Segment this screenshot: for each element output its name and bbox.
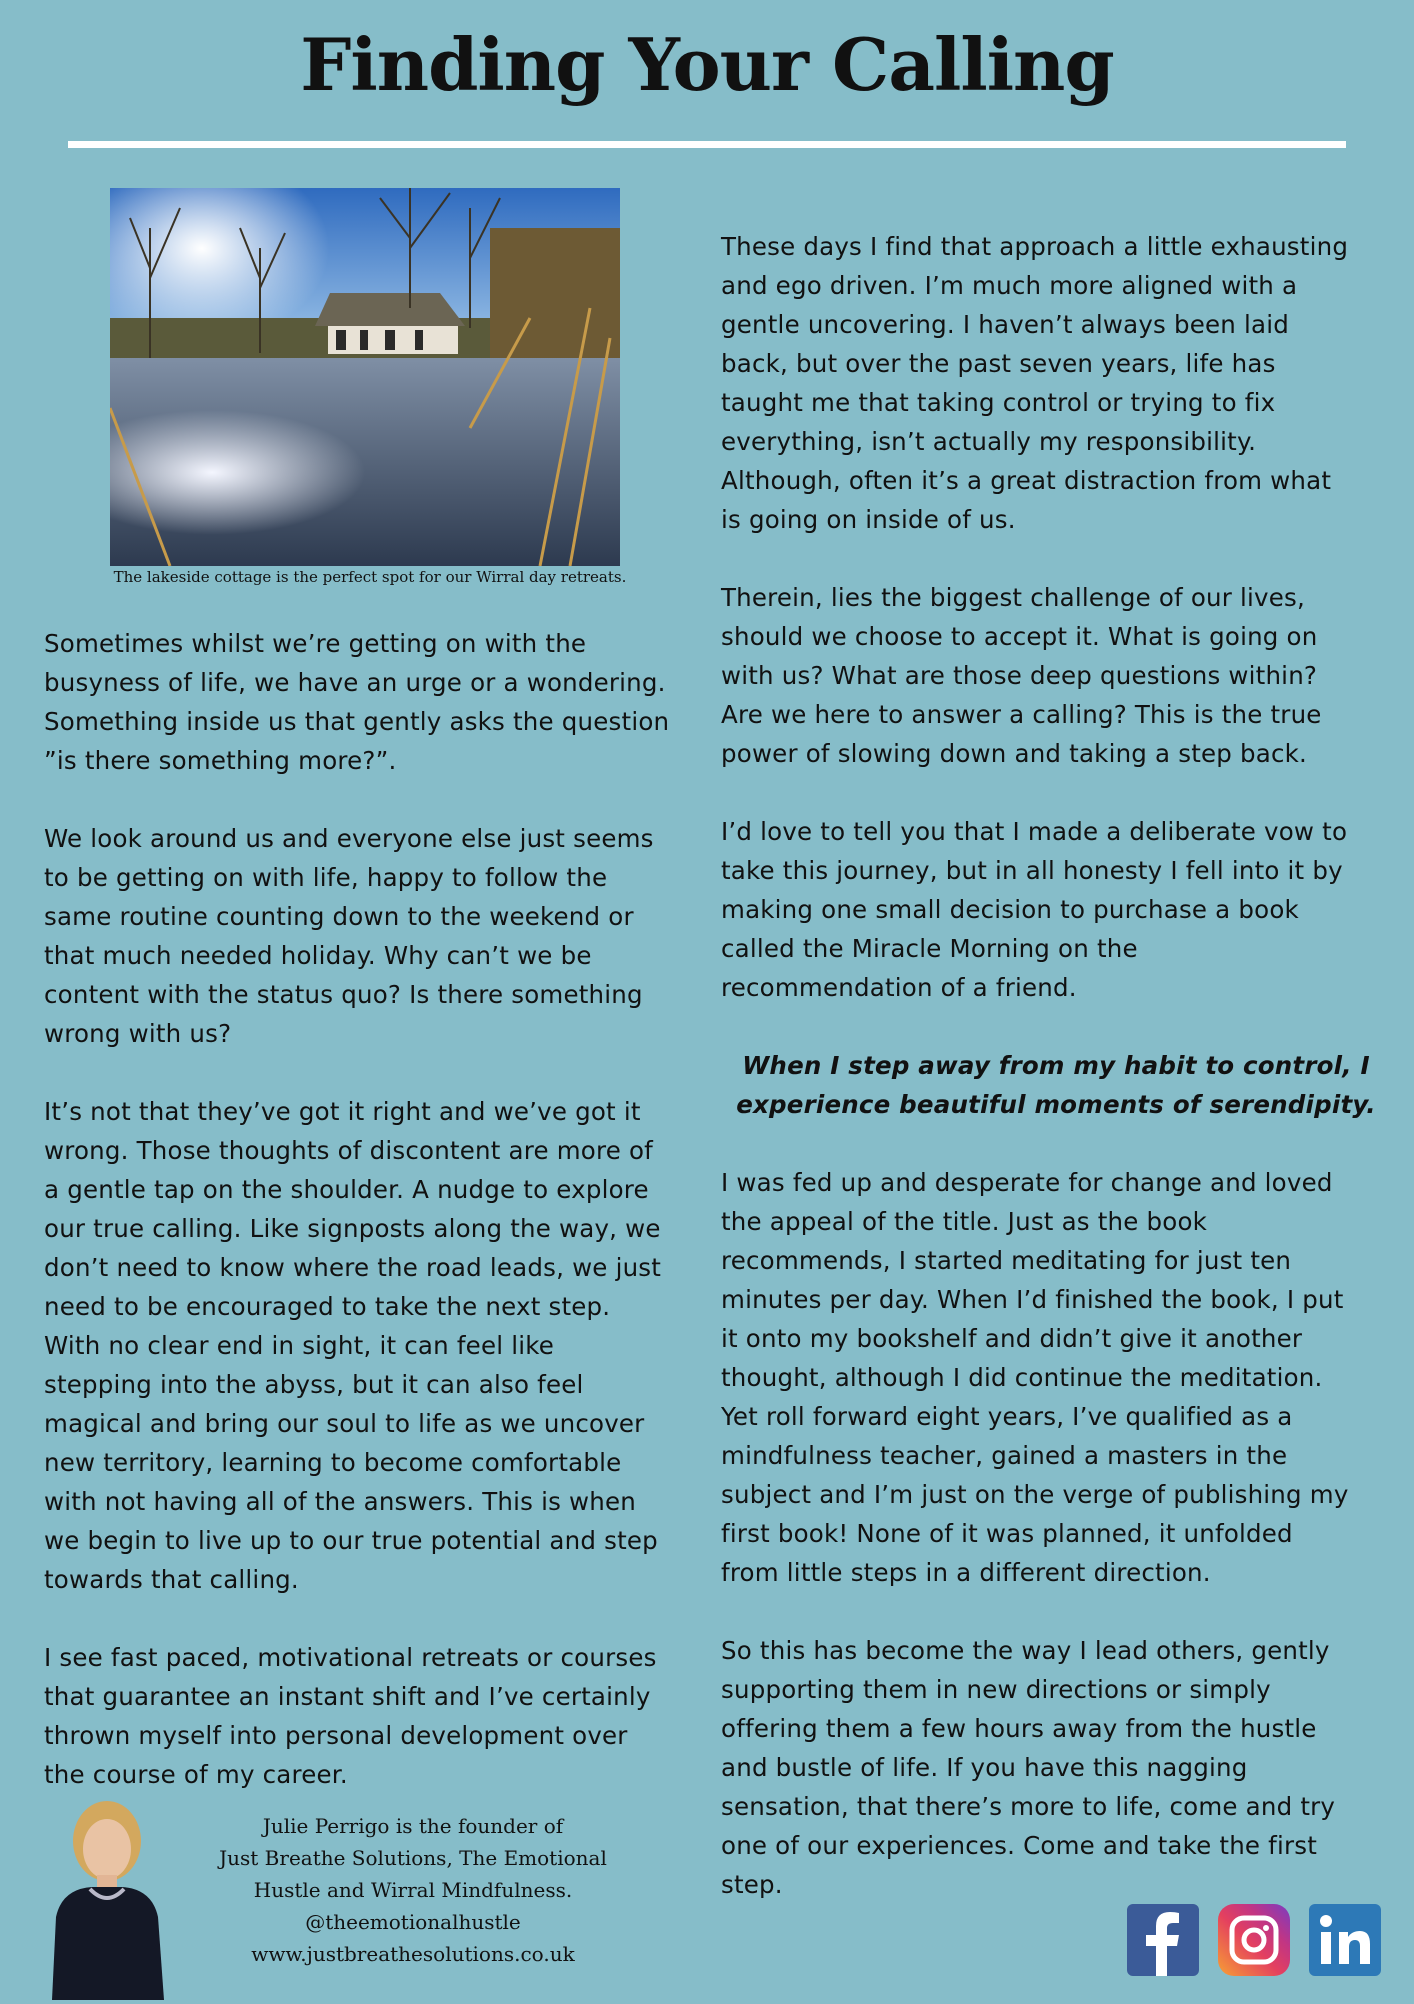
page-title: Finding Your Calling	[300, 22, 1114, 107]
paragraph: It’s not that they’ve got it right and we’ve got it wrong. Those thoughts of discontent are more of a gentle tap on the shoulder. A nudge to explore our true calling. Like signposts along the way, we don’t need to know where the road leads, we just need to be encouraged to take the next step. With no clear end in sight, it can feel like stepping into the abyss, but it can also feel magical and bring our soul to life as we uncover new territory, learning to become comfortable with not having all of the answers. This is when we begin to live up to our true potential and step towards that calling.	[44, 1097, 662, 1594]
social-handle[interactable]: @theemotionalhustle	[305, 1910, 521, 1934]
paragraph: I’d love to tell you that I made a deliberate vow to take this journey, but in all honesty I fell into it by making one small decision to purchase a book called the Miracle Morning on the recommendation of a friend.	[721, 817, 1348, 1002]
paragraph: I was fed up and desperate for change and loved the appeal of the title. Just as the book recommends, I started meditating for just ten minutes per day. When I’d finished the book, I put it onto my bookshelf and didn’t give it another thought, although I did continue the meditation. Yet roll forward eight years, I’ve qualified as a mindfulness teacher, gained a masters in the subject and I’m just on the verge of publishing my first book! None of it was planned, it unfolded from little steps in a different direction.	[721, 1168, 1349, 1587]
paragraph: Therein, lies the biggest challenge of our lives, should we choose to accept it. What is going on with us? What are those deep questions within? Are we here to answer a calling? This is the true power of slowing down and taking a step back.	[721, 583, 1322, 768]
title-divider	[68, 141, 1346, 148]
linkedin-icon[interactable]	[1309, 1904, 1381, 1976]
lakeside-cottage-photo	[110, 188, 620, 566]
bio-line: Julie Perrigo is the founder of	[262, 1814, 564, 1838]
author-portrait	[42, 1797, 172, 2000]
website-link[interactable]: www.justbreathesolutions.co.uk	[251, 1942, 575, 1966]
paragraph: So this has become the way I lead others, gently supporting them in new directions or simply offering them a few hours away from the hustle and bustle of life. If you have this nagging sensation, that there’s more to life, come and try one of our experiences. Come and take the first step.	[721, 1636, 1336, 1899]
author-bio	[198, 1810, 628, 1970]
pull-quote: When I step away from my habit to control, I experience beautiful moments of serendipity.	[736, 1051, 1376, 1119]
left-column	[44, 624, 704, 1833]
facebook-icon[interactable]	[1127, 1904, 1199, 1976]
right-column	[721, 227, 1391, 1943]
paragraph: I see fast paced, motivational retreats or courses that guarantee an instant shift and I’ve certainly thrown myself into personal development over the course of my career.	[44, 1643, 657, 1789]
photo-caption: The lakeside cottage is the perfect spot for our Wirral day retreats.	[113, 568, 627, 586]
bio-line: Hustle and Wirral Mindfulness.	[253, 1878, 573, 1902]
paragraph: These days I find that approach a little exhausting and ego driven. I’m much more aligned with a gentle uncovering. I haven’t always been laid back, but over the past seven years, life has taught me that taking control or trying to fix everything, isn’t actually my responsibility. Although, often it’s a great distraction from what is going on inside of us.	[721, 232, 1349, 534]
instagram-icon[interactable]	[1218, 1904, 1290, 1976]
bio-line: Just Breathe Solutions, The Emotional	[219, 1846, 607, 1870]
paragraph: We look around us and everyone else just seems to be getting on with life, happy to follow the same routine counting down to the weekend or that much needed holiday. Why can’t we be content with the status quo? Is there something wrong with us?	[44, 824, 654, 1048]
paragraph: Sometimes whilst we’re getting on with the busyness of life, we have an urge or a wondering. Something inside us that gently asks the question ”is there something more?”.	[44, 629, 670, 775]
